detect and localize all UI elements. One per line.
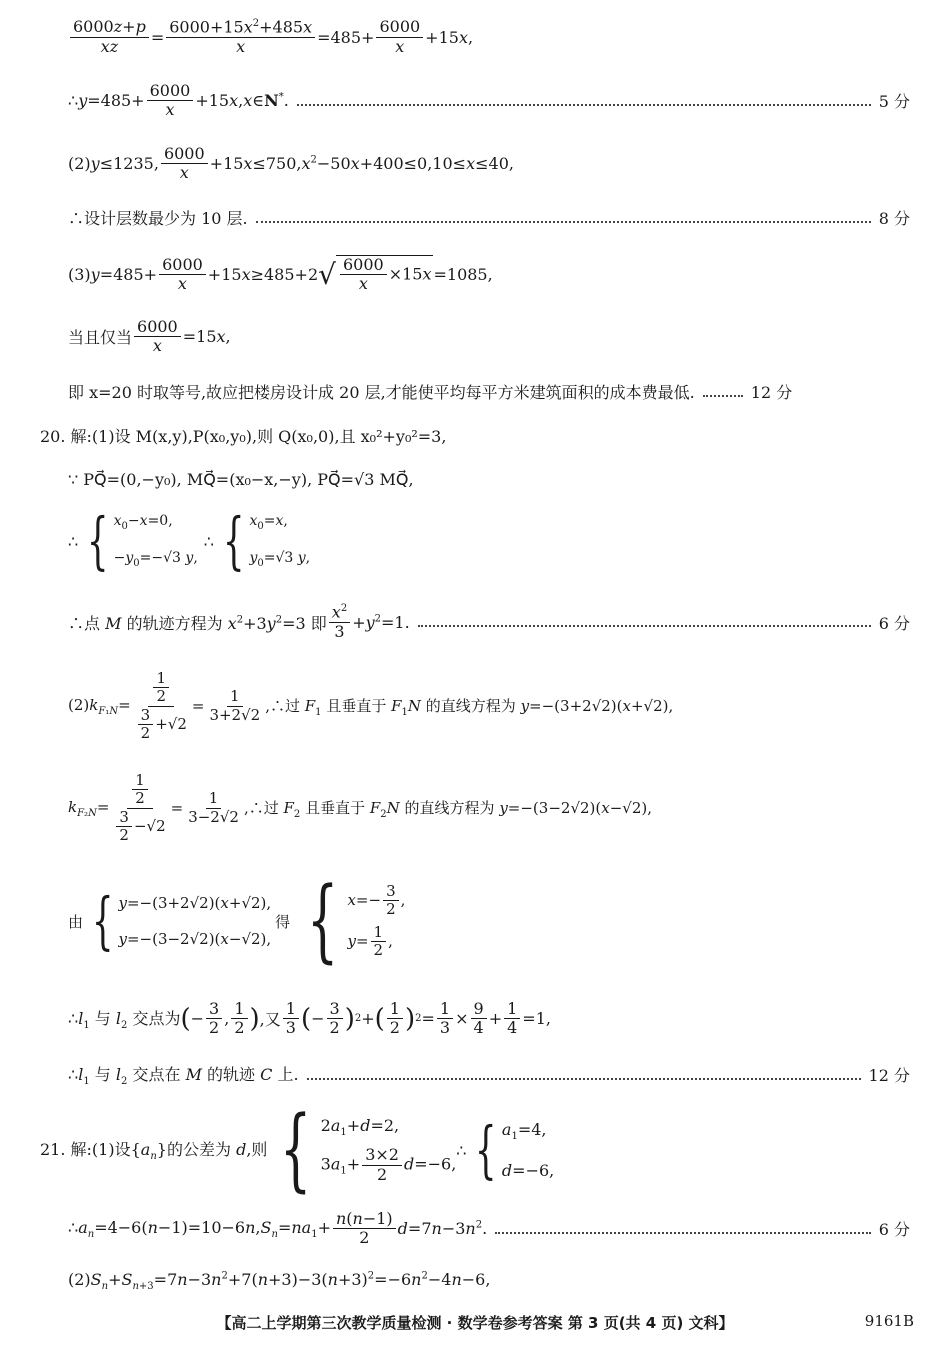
- line-17: 21. 解:(1)设$\{a_n\}$的公差为 d,则 { $2a_1+d=2$, $3a_1+$ $\frac{3\times 2}{2}$ d=−6, ∴ { $a_1=4$, d=−6,: [40, 1097, 555, 1202]
- score-12b: 12 分: [868, 1066, 910, 1086]
- line-16: $\therefore l_1$ 与 $l_2$ 交点在 M 的轨迹 C 上. 12 分: [68, 1065, 910, 1088]
- score-5: 5 分: [878, 92, 910, 112]
- line-15: $\therefore l_1$ 与 $l_2$ 交点为 ( − $\frac{3}{2}$ , $\frac{1}{2}$ ) ,又 $\frac{1}{3}$ ( − $\frac{3}{2}$ ) 2 + ( $\frac{1}{2}$ ) 2 = $\frac{1}{3}$ × $\frac{9}{4}$ + $\frac{1}{4}$ =1,: [68, 999, 551, 1038]
- line-4: [68, 206, 910, 229]
- footer-code: 9161B: [864, 1312, 914, 1330]
- line-7-text: 即 x=20 时取等号,故应把楼房设计成 20 层,才能使平均每平方米建筑面积的成本费最低.: [68, 383, 695, 402]
- line-14: 由 { y=−(3+2√2)(x+√2), y=−(3−2√2)(x−√2), 得 { x=− $\frac{3}{2}$ , y= $\frac{1}{2}$ ,: [68, 868, 406, 973]
- line-9-text: ∵ PQ⃗=(0,−y₀), MQ⃗=(x₀−x,−y), PQ⃗=√3 MQ⃗,: [68, 470, 414, 489]
- line-4-text: ∴设计层数最少为 10 层.: [68, 209, 248, 228]
- line-11: ∴点 M 的轨迹方程为 $x^2+3y^2=3$ 即 $\frac{x^2}{3}$ $+y^2=1$. 6 分: [68, 602, 910, 641]
- line-8-text: 20. 解:(1)设 M(x,y),P(x₀,y₀),则 Q(x₀,0),且 x₀²+y₀²=3,: [40, 427, 447, 446]
- line-8: [40, 424, 910, 447]
- line-12: $(2)k_{F_1N}=$ $\frac{1}{2}$ $\frac{3}{2}$ +√2 = $\frac{1}{3+2√2}$ ,∴过 $F_1$ 且垂直于 $F_1N$ 的直线方程为 y=−(3+2√2)(x+√2),: [68, 669, 674, 742]
- score-6b: 6 分: [878, 1220, 910, 1240]
- line-10: ∴ { $x_0-x=0$, $-y_0=-√3$ y, ∴ { $x_0=x$, $y_0=√3$ y,: [68, 504, 311, 577]
- page-footer: [0, 1312, 950, 1333]
- line-5: (3)y=485+ $\frac{6000}{x}$ +15x≥485+2 √ $\frac{6000}{x}$ ×15x =1085,: [68, 254, 493, 294]
- line-13: $k_{F_2N}=$ $\frac{1}{2}$ $\frac{3}{2}$ −√2 = $\frac{1}{3-2√2}$ ,∴过 $F_2$ 且垂直于 $F_2N$ 的直线方程为 y=−(3−2√2)(x−√2),: [68, 771, 653, 844]
- line-3: (2)y≤1235, $\frac{6000}{x}$ $+15x\le 750,x^2-50x+400\le 0,10\le x\le 40$,: [68, 144, 514, 183]
- line-1: $\frac{6000z+p}{xz}$ = $\frac{6000+15x^2+485x}{x}$ =485+ $\frac{6000}{x}$ +15 x ,: [68, 18, 910, 56]
- line-2: ∴y=485+ $\frac{6000}{x}$ +15x,x∈N*. 5 分: [68, 81, 910, 120]
- line-7: [68, 380, 910, 403]
- score-8: 8 分: [878, 209, 910, 228]
- score-12a: 12 分: [750, 383, 793, 402]
- footer-title: 【高二上学期第三次教学质量检测 · 数学卷参考答案 第 3 页(共 4 页) 文科】: [216, 1314, 734, 1332]
- line-18: $\therefore a_n=4-6(n-1)=10-6n,S_n=na_1+$ $\frac{n(n-1)}{2}$ $d=7n-3n^2$. 6 分: [68, 1209, 910, 1248]
- line-9: [68, 470, 910, 489]
- line-19: $(2)S_n+S_{n+3}=7n-3n^2+7(n+3)-3(n+3)^2=-6n^2-4n-6$,: [68, 1270, 491, 1293]
- score-6a: 6 分: [878, 613, 910, 633]
- line-6: 当且仅当 $\frac{6000}{x}$ =15x,: [68, 317, 231, 356]
